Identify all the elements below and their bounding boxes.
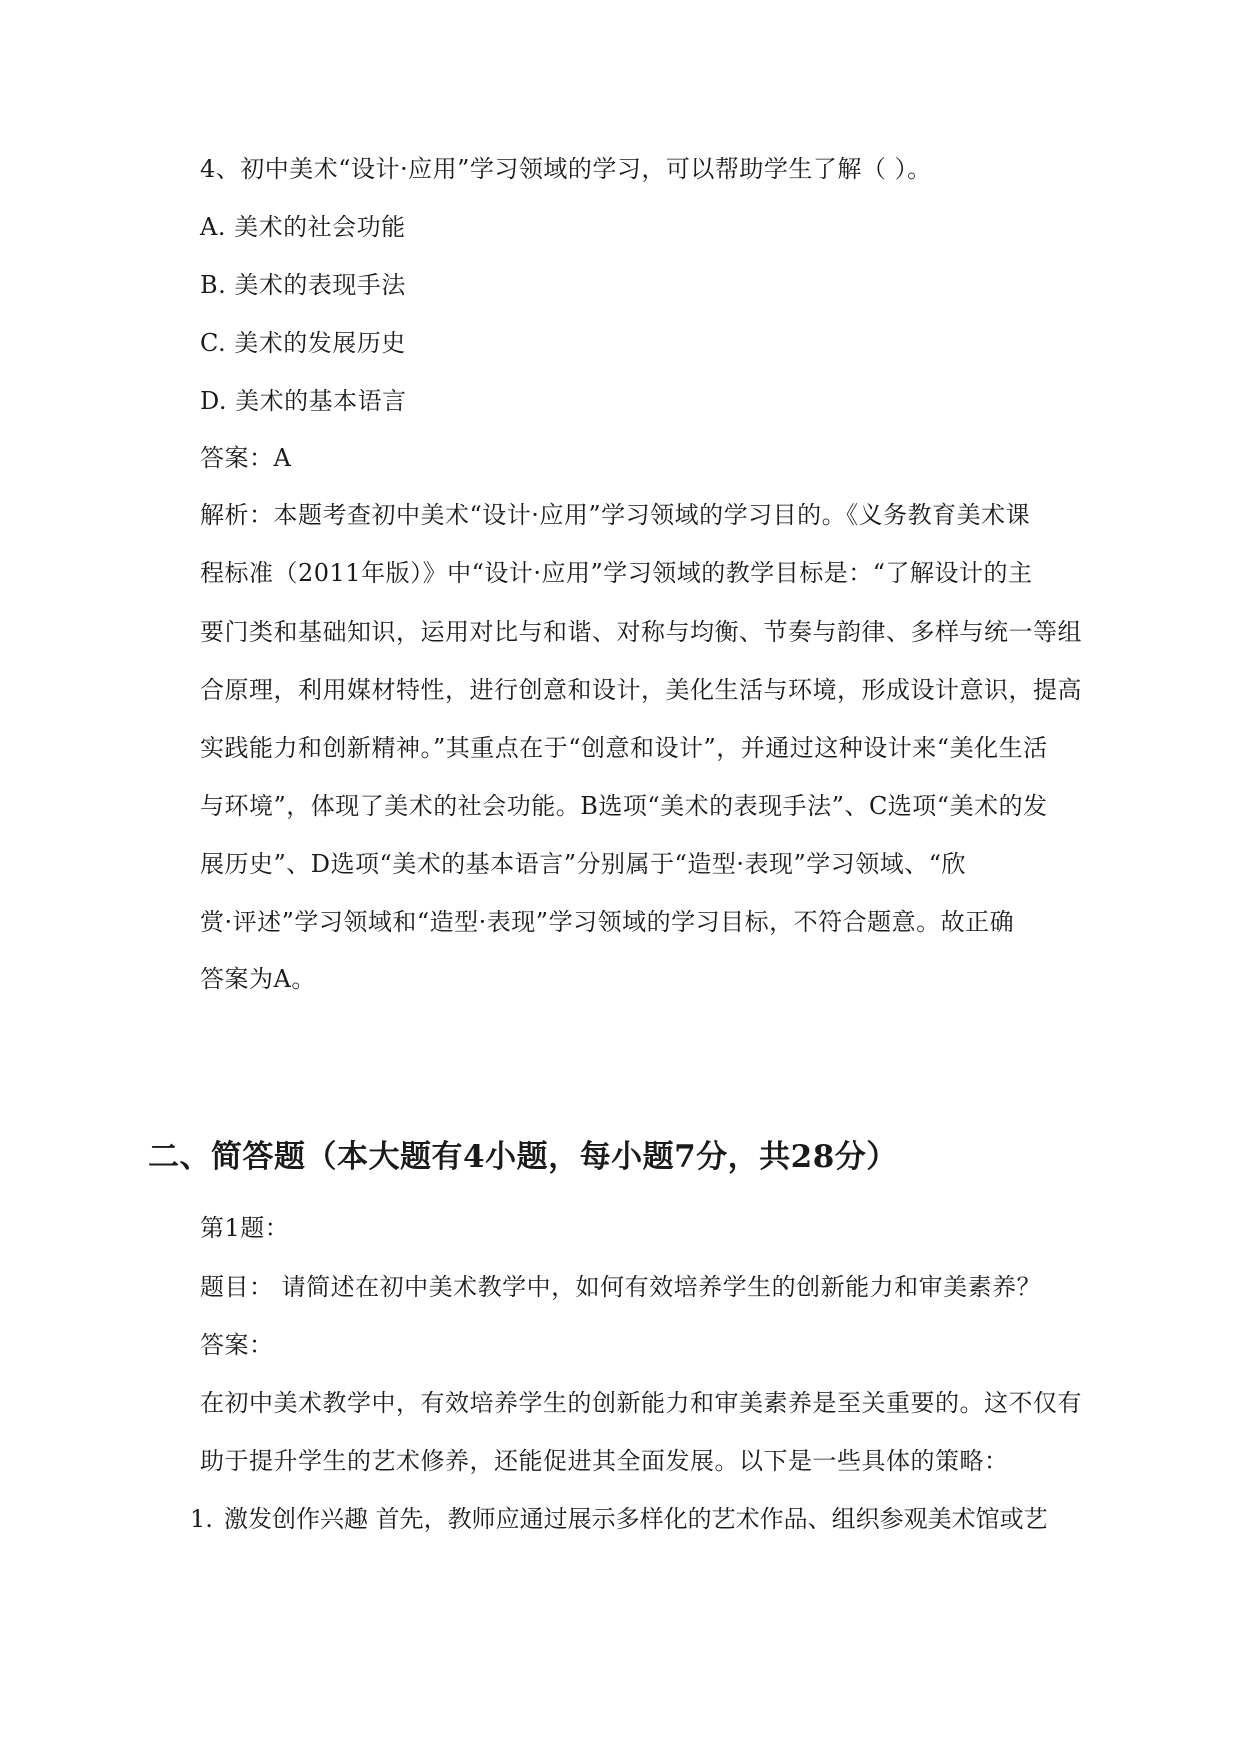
analysis-line: 与环境”，体现了美术的社会功能。B选项“美术的表现手法”、C选项“美术的发: [200, 792, 1048, 820]
answer-paragraph-line: 在初中美术教学中，有效培养学生的创新能力和审美素养是至关重要的。这不仅有: [200, 1389, 1082, 1417]
analysis-line: 展历史”、D选项“美术的基本语言”分别属于“造型·表现”学习领域、“欣: [200, 850, 966, 878]
question-stem: 4、初中美术“设计·应用”学习领域的学习，可以帮助学生了解（ ）。: [200, 155, 932, 183]
option-c: C. 美术的发展历史: [200, 329, 406, 357]
answer-paragraph-line: 助于提升学生的艺术修养，还能促进其全面发展。以下是一些具体的策略：: [200, 1447, 1009, 1475]
analysis-line: 要门类和基础知识，运用对比与和谐、对称与均衡、节奏与韵律、多样与统一等组: [200, 618, 1082, 646]
option-d: D. 美术的基本语言: [200, 387, 407, 415]
answer: 答案：A: [200, 444, 292, 472]
analysis-line: 解析：本题考查初中美术“设计·应用”学习领域的学习目的。《义务教育美术课: [200, 501, 1031, 529]
analysis-line: 实践能力和创新精神。”其重点在于“创意和设计”，并通过这种设计来“美化生活: [200, 734, 1048, 762]
analysis-line: 合原理，利用媒材特性，进行创意和设计，美化生活与环境，形成设计意识，提高: [200, 676, 1082, 704]
analysis-line: 程标准（2011年版）》中“设计·应用”学习领域的教学目标是：“了解设计的主: [200, 559, 1033, 587]
list-item: [190, 1502, 1048, 1536]
answer-label: 答案：: [200, 1331, 274, 1359]
analysis-line: 赏·评述”学习领域和“造型·表现”学习领域的学习目标，不符合题意。故正确: [200, 908, 1015, 936]
option-a: A. 美术的社会功能: [200, 213, 406, 241]
list-item-text: 激发创作兴趣 首先，教师应通过展示多样化的艺术作品、组织参观美术馆或艺: [224, 1505, 1048, 1533]
section-heading: 二、简答题（本大题有4小题，每小题7分，共28分）: [148, 1139, 898, 1175]
question-title: 题目： 请简述在初中美术教学中，如何有效培养学生的创新能力和审美素养？: [200, 1273, 1042, 1301]
analysis-line: 答案为A。: [200, 965, 316, 993]
question-label: 第1题：: [200, 1214, 290, 1242]
list-item-number: 1.: [190, 1505, 213, 1533]
option-b: B. 美术的表现手法: [200, 271, 406, 299]
